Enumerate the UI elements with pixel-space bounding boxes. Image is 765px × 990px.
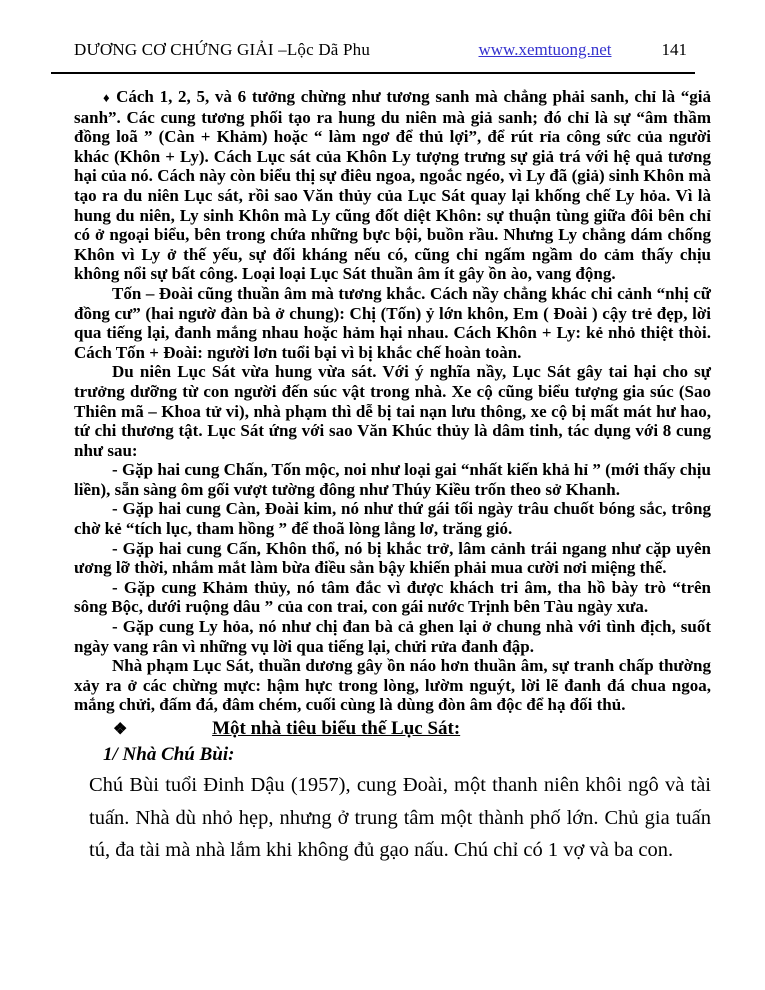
website-link[interactable]: www.xemtuong.net bbox=[478, 40, 612, 59]
body-paragraph: - Gặp hai cung Chấn, Tốn mộc, noi như loại gai “nhất kiến khả hỉ ” (mới thấy chịu liền), sẵn sàng ôm gối vượt tường đông như Thúy Kiều trốn theo sở Khanh. bbox=[74, 460, 711, 499]
body-paragraph: - Gặp cung Khảm thủy, nó tâm đắc vì được khách tri âm, tha hồ bày trò “trên sông Bộc, dưới ruộng dâu ” của con trai, con gái nước Trịnh bên Tàu ngày xưa. bbox=[74, 577, 711, 617]
diamond-bullet-icon: ♦ bbox=[103, 90, 112, 105]
body-paragraph: Nhà phạm Lục Sát, thuần dương gây ồn náo hơn thuần âm, sự tranh chấp thường xảy ra ở các chừng mực: hậm hực trong lòng, lườm nguýt, lời lẽ đanh đá chua ngoa, mắng chửi, đấm đá, đâm chém, cuối cùng là dùng đòn âm độc để hạ đối thủ. bbox=[74, 656, 711, 715]
page-number: 141 bbox=[661, 40, 687, 59]
section-heading: Một nhà tiêu biểu thế Lục Sát: bbox=[212, 718, 461, 739]
four-diamond-bullet-icon: ❖ bbox=[113, 721, 128, 738]
document-title: DƯƠNG CƠ CHỨNG GIẢI –Lộc Dã Phu bbox=[74, 40, 371, 59]
closing-paragraph: Chú Bùi tuổi Đinh Dậu (1957), cung Đoài, một thanh niên khôi ngô và tài tuấn. Nhà dù nhỏ hẹp, nhưng ở trung tâm một thành phố lớn. Chủ gia tuấn tú, đa tài mà nhà lắm khi không đủ gạo nấu. Chú chỉ có 1 vợ và ba con. bbox=[89, 774, 711, 861]
section-heading-row bbox=[74, 716, 711, 742]
document-body bbox=[74, 87, 711, 867]
page-header bbox=[74, 40, 711, 60]
body-paragraph: - Gặp hai cung Càn, Đoài kim, nó như thứ gái tối ngày trâu chuốt bóng sắc, trông chờ kẻ “tích lục, tham hồng ” để thoã lòng lẳng lơ, trăng gió. bbox=[74, 499, 711, 539]
subsection-heading: 1/ Nhà Chú Bùi: bbox=[103, 744, 235, 765]
body-paragraph bbox=[74, 87, 711, 284]
body-paragraph: Tốn – Đoài cũng thuần âm mà tương khắc. Cách nầy chẳng khác chi cảnh “nhị cữ đồng cư” (hai ngườ đàn bà ở chung): Chị (Tốn) ỷ lớn khôn, Em ( Đoài ) cậy trẻ đẹp, lời qua tiếng lại, đanh mắng nhau hoặc hảm hại nhau. Cách Khôn + Ly: kẻ nhỏ thiệt thòi. Cách Tốn + Đoài: người lơn tuổi bại vì bị khắc chế hoàn toàn. bbox=[74, 283, 711, 362]
body-paragraph: Du niên Lục Sát vừa hung vừa sát. Với ý nghĩa nầy, Lục Sát gây tai hại cho sự trưởng dưỡng từ con người đến súc vật trong nhà. Xe cộ cũng biểu tượng gia súc (Sao Thiên mã – Khoa tử vi), nhà phạm thì dễ bị tai nạn lưu thông, xe cộ bị mất mát hư hao, tứ chi thương tật. Lục Sát ứng với sao Văn Khúc thủy là dâm tinh, tác dụng với 8 cung như sau: bbox=[74, 362, 711, 460]
header-divider bbox=[51, 72, 695, 74]
body-paragraph: - Gặp hai cung Cấn, Khôn thổ, nó bị khắc trở, lâm cảnh trái ngang như cặp uyên ương lỡ thời, nhắm mắt làm bừa điều sằn bậy khiến phải mua cười nơi miệng thế. bbox=[74, 538, 711, 578]
body-paragraph: - Gặp cung Ly hỏa, nó như chị đan bà cả ghen lại ở chung nhà với tình địch, suốt ngày vang rân vì những vụ lời qua tiếng lại, chửi rửa đanh đập. bbox=[74, 617, 711, 656]
paragraph-text: Cách 1, 2, 5, và 6 tưởng chừng như tương sanh mà chẳng phải sanh, chỉ là “giả sanh”. Các cung tương phối tạo ra hung du niên mà giả sanh; đó chỉ là sự “âm thầm đồng loã ” (Càn + Khảm) hoặc “ làm ngơ để thủ lợi”, để rút rỉa công sức của người khác (Khôn + Ly). Cách Lục sát của Khôn Ly tượng trưng sự giả trá với hệ quả tương hại của nó. Cách này còn biểu thị sự điêu ngoa, ngoắc ngéo, vì Ly đã (giả) sinh Khôn mà tạo ra du niên Lục sát, rồi sao Văn thủy của Lục Sát quay lại khống chế Ly hỏa. Vì là hung du niên, Ly sinh Khôn mà Ly cũng đốt diệt Khôn: sự thuận tùng giữa đôi bên chỉ có ở ngoại biểu, bên trong chứa những bực bội, buồn rầu. Nhưng Ly chẳng dám chống Khôn vì Ly ở thế yếu, sự đối kháng nếu có, cũng chỉ ngấm ngầm do cảm thấy chịu không nổi sự bất công. Loại loại Lục Sát thuần âm ít gây ồn ào, vang động. bbox=[74, 87, 711, 284]
